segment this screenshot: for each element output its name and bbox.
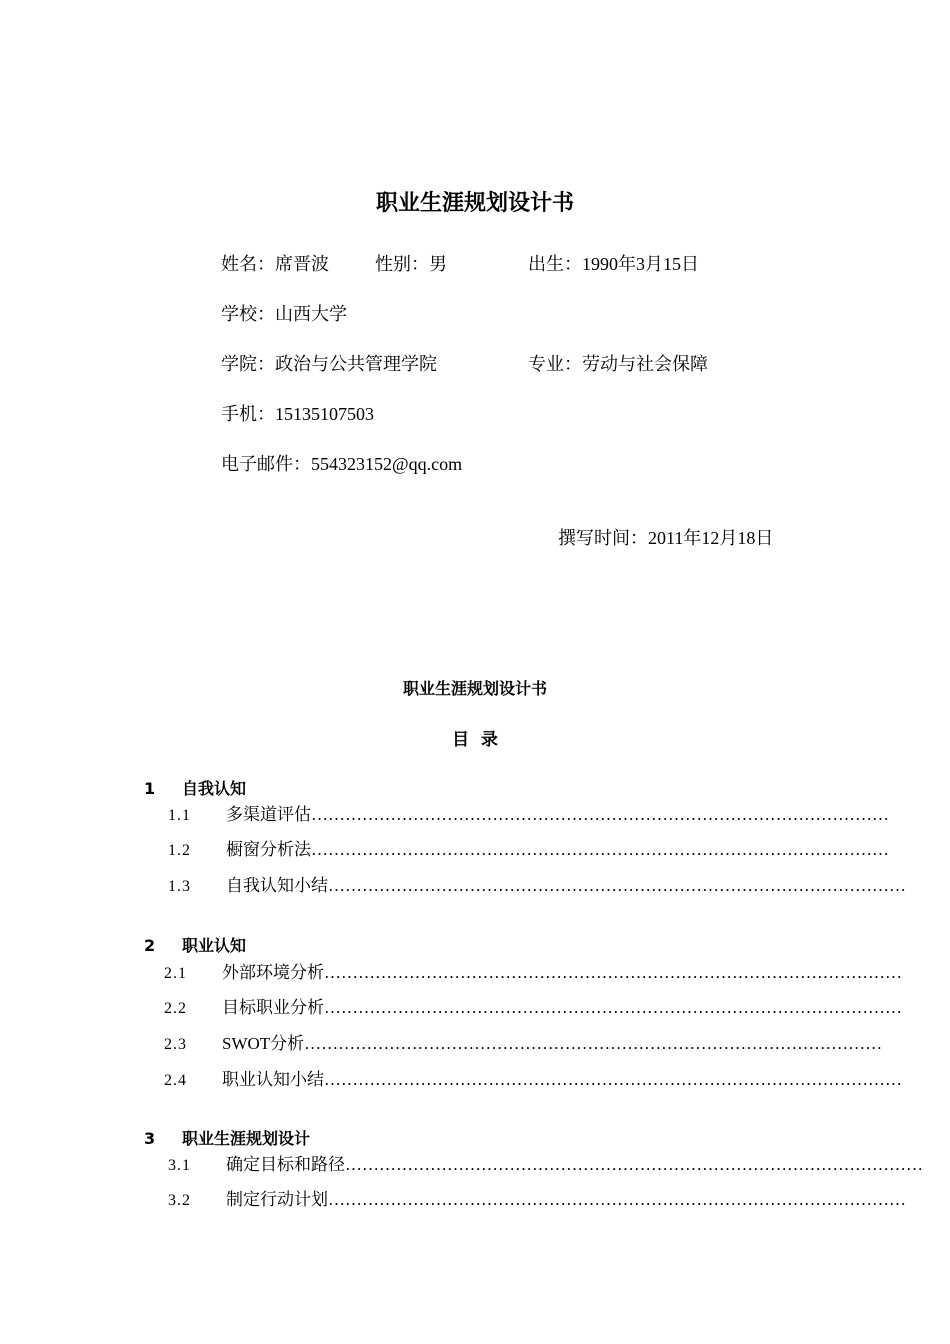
entry-title: 制定行动计划 (226, 1190, 328, 1209)
entry-number: 2.4 (164, 1072, 187, 1089)
toc-entry[interactable] (168, 871, 906, 896)
toc-section[interactable] (144, 933, 246, 956)
toc-document-title: 职业生涯规划设计书 (402, 679, 547, 698)
toc-entry[interactable] (168, 835, 889, 860)
entry-number: 2.1 (164, 965, 187, 982)
written-date: 撰写时间：2011年12月18日 (558, 528, 774, 548)
toc-entry[interactable] (168, 800, 889, 825)
leader-dots: ………………………………………………………………………………………… (328, 876, 906, 895)
leader-dots: ………………………………………………………………………………………… (304, 1034, 883, 1053)
phone-field: 手机：15135107503 (221, 404, 374, 424)
toc-section[interactable] (144, 1126, 310, 1149)
entry-title: 多渠道评估 (226, 805, 311, 824)
leader-dots: ………………………………………………………………………………………… (311, 840, 889, 859)
leader-dots: ………………………………………………………………………………………… (324, 963, 902, 982)
entry-title: 职业认知小结 (222, 1070, 324, 1089)
toc-entry[interactable] (164, 1029, 883, 1054)
leader-dots: ………………………………………………………………………………………… (324, 1070, 902, 1089)
entry-title: 外部环境分析 (222, 963, 324, 982)
toc-entry[interactable] (164, 1065, 902, 1090)
entry-number: 2.3 (164, 1036, 187, 1053)
leader-dots: ………………………………………………………………………………………… (328, 1190, 906, 1209)
toc-entry[interactable] (164, 993, 902, 1018)
toc-entry[interactable] (168, 1185, 906, 1210)
college-field: 学院：政治与公共管理学院 (221, 354, 437, 374)
entry-number: 1.3 (168, 878, 191, 895)
section-title: 职业生涯规划设计 (182, 1129, 311, 1148)
entry-number: 3.1 (168, 1157, 191, 1174)
toc-entry[interactable] (164, 958, 902, 983)
major-field: 专业：劳动与社会保障 (528, 354, 708, 374)
leader-dots: ………………………………………………………………………………………… (324, 998, 902, 1017)
entry-number: 1.1 (168, 807, 191, 824)
toc-entry[interactable] (168, 1150, 923, 1175)
name-field: 姓名：席晋波 (221, 254, 329, 274)
section-number: 2 (144, 936, 156, 955)
section-title: 职业认知 (182, 936, 247, 955)
entry-title: 橱窗分析法 (226, 840, 311, 859)
school-field: 学校：山西大学 (221, 304, 347, 324)
birth-field: 出生：1990年3月15日 (528, 254, 699, 274)
section-number: 3 (144, 1129, 156, 1148)
section-number: 1 (144, 779, 156, 798)
gender-field: 性别：男 (375, 254, 447, 274)
toc-section[interactable] (144, 776, 246, 799)
entry-title: 自我认知小结 (226, 876, 328, 895)
entry-number: 2.2 (164, 1000, 187, 1017)
email-field: 电子邮件：554323152@qq.com (221, 454, 463, 474)
leader-dots: ………………………………………………………………………………………… (311, 805, 889, 824)
leader-dots: ………………………………………………………………………………………… (345, 1155, 923, 1174)
entry-title: 目标职业分析 (222, 998, 324, 1017)
entry-title: 确定目标和路径 (226, 1155, 345, 1174)
toc-heading: 目 录 (452, 730, 498, 750)
entry-title: SWOT分析 (222, 1034, 305, 1053)
document-title: 职业生涯规划设计书 (375, 191, 574, 216)
entry-number: 1.2 (168, 842, 191, 859)
entry-number: 3.2 (168, 1192, 191, 1209)
section-title: 自我认知 (182, 779, 247, 798)
